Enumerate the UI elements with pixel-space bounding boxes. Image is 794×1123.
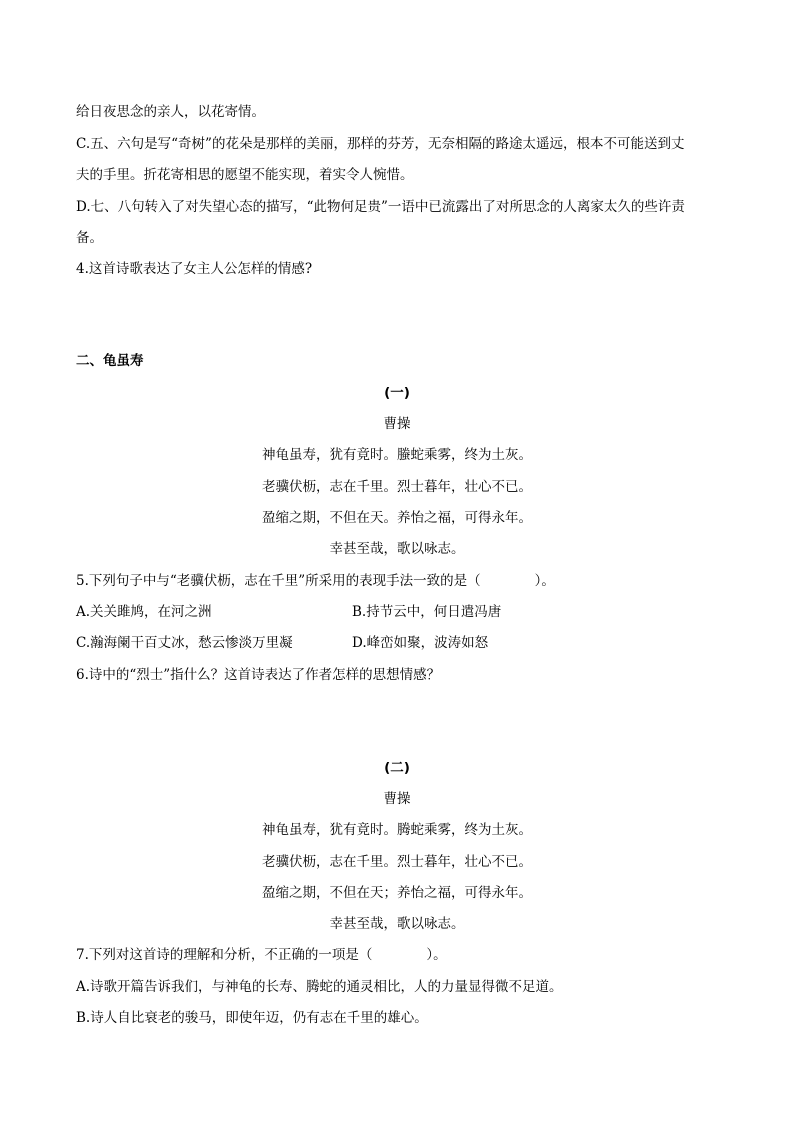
q7-option-b: B.诗人自比衰老的骏马，即使年迈，仍有志在千里的雄心。 bbox=[76, 1010, 428, 1026]
option-d: D.七、八句转入了对失望心态的描写，“此物何足贵”一语中已流露出了对所思念的人离家太久的些许责 bbox=[76, 199, 685, 215]
poem-line: 幸甚至哉，歌以咏志。 bbox=[329, 916, 465, 932]
question-7: 7.下列对这首诗的理解和分析，不正确的一项是（ ）。 bbox=[76, 947, 447, 963]
poem-number: (一) bbox=[384, 385, 410, 401]
poem-line: 幸甚至哉，歌以咏志。 bbox=[329, 541, 465, 557]
poem-line: 神龟虽寿，犹有竟时。腾蛇乘雾，终为土灰。 bbox=[262, 822, 532, 838]
q5-option-b: B.持节云中，何日遣冯唐 bbox=[352, 604, 502, 620]
question-5: 5.下列句子中与“老骥伏枥，志在千里”所采用的表现手法一致的是（ ）。 bbox=[76, 573, 555, 589]
section-heading: 二、龟虽寿 bbox=[76, 353, 144, 369]
text-line: 给日夜思念的亲人，以花寄情。 bbox=[76, 104, 265, 120]
poem-line: 老骥伏枥，志在千里。烈士暮年，壮心不已。 bbox=[262, 854, 532, 870]
q5-option-c: C.瀚海阑干百丈冰，愁云惨淡万里凝 bbox=[76, 635, 293, 651]
poem-line: 盈缩之期，不但在天。养怡之福，可得永年。 bbox=[262, 510, 532, 526]
q7-option-a: A.诗歌开篇告诉我们，与神龟的长寿、腾蛇的通灵相比，人的力量显得微不足道。 bbox=[76, 979, 563, 995]
question-4: 4.这首诗歌表达了女主人公怎样的情感? bbox=[76, 261, 313, 277]
question-6: 6.诗中的“烈士”指什么？这首诗表达了作者怎样的思想情感？ bbox=[76, 667, 441, 683]
poem-line: 盈缩之期，不但在天；养怡之福，可得永年。 bbox=[262, 885, 532, 901]
poem-line: 神龟虽寿，犹有竟时。螣蛇乘雾，终为土灰。 bbox=[262, 447, 532, 463]
poem-author: 曹操 bbox=[383, 416, 411, 432]
q5-option-a: A.关关雎鸠，在河之洲 bbox=[76, 604, 212, 620]
q5-option-d: D.峰峦如聚，波涛如怒 bbox=[352, 635, 489, 651]
text-line: 备。 bbox=[76, 230, 103, 246]
poem-number: (二) bbox=[384, 760, 410, 776]
text-line: 夫的手里。折花寄相思的愿望不能实现，着实令人惋惜。 bbox=[76, 167, 414, 183]
poem-author: 曹操 bbox=[383, 791, 411, 807]
poem-line: 老骥伏枥，志在千里。烈士暮年，壮心不已。 bbox=[262, 479, 532, 495]
option-c: C.五、六句是写“奇树”的花朵是那样的美丽，那样的芬芳，无奈相隔的路途太遥远，根本不可能送到丈 bbox=[76, 136, 685, 152]
